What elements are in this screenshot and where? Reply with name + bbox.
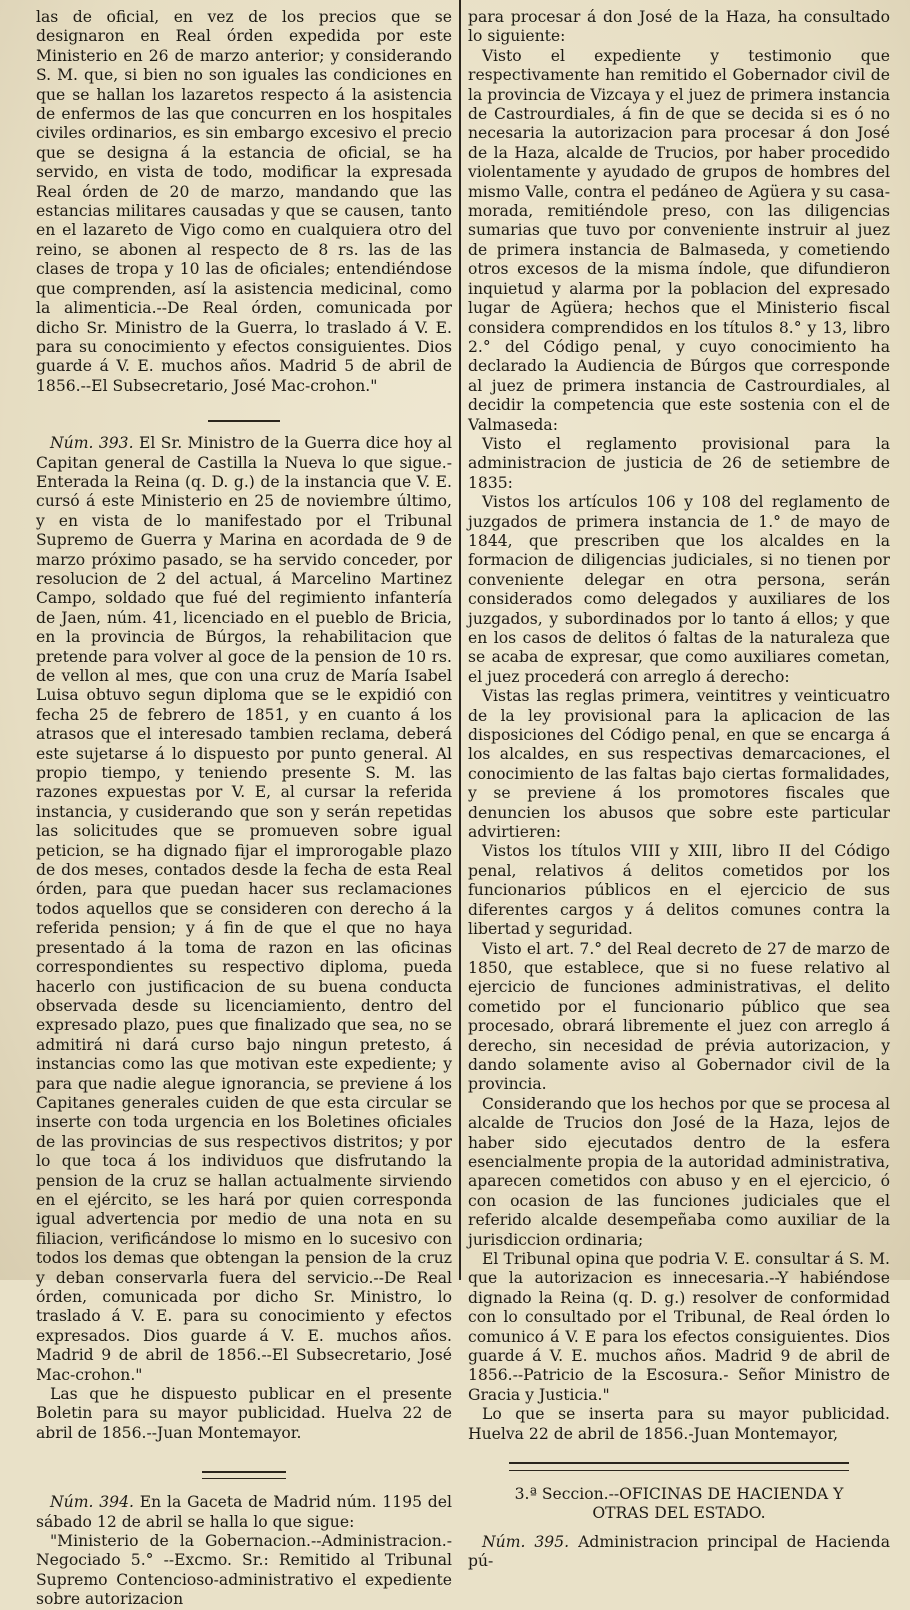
paragraph-num-393 (36, 434, 452, 1385)
section-heading-line-2: OTRAS DEL ESTADO. (592, 1504, 766, 1523)
paragraph-visto-expediente: Visto el expediente y testimonio que respectivamente han remitido el Gobernador civil de la provincia de Vizcaya y el juez de primera instancia de Castrourdiales, á fin de que se decida si es ó no necesaria la autorizacion para procesar á don José de la Haza, alcalde de Trucios, por haber procedido violentamente y ayudado de grupos de hombres del mismo Valle, contra el pedáneo de Agüera y su casa-morada, remitiéndole preso, con las diligencias sumarias que tuvo por conveniente instruir al juez de primera instancia de Balmaseda, y cometiendo otros excesos de la misma índole, que difundieron inquietud y alarma por la poblacion del expresado lugar de Agüera; hechos que el Ministerio fiscal considera comprendidos en los títulos 8.° y 13, libro 2.° del Código penal, y cuyo conocimiento ha declarado la Audiencia de Búrgos que corresponde al juez de primera instancia de Castrourdiales, al decidir la competencia que este sostenia con el de Valmaseda: (468, 46, 890, 434)
paragraph-war-ministry-lazaretos: las de oficial, en vez de los precios que se designaron en Real órden expedida por este Ministerio en 26 de marzo anterior; y considerando S. M. que, si bien no son iguales las condiciones en que se hallan los lazaretos respecto á la asistencia de enfermos de las que concurren en los hospitales civiles ordinarios, es sin embargo excesivo el precio que se designa á la estancia de oficial, se ha servido, en vista de todo, modificar la expresada Real órden de 20 de marzo, mandando que las estancias militares causadas y que se causen, tanto en el lazareto de Vigo como en cualquiera otro del reino, se abonen al respecto de 8 rs. las de las clases de tropa y 10 las de oficiales; entendiéndose que comprenden, así la asistencia medicinal, como la alimenticia.--De Real órden, comunicada por dicho Sr. Ministro de la Guerra, lo traslado á V. E. para su conocimiento y efectos consiguientes. Dios guarde á V. E. muchos años. Madrid 5 de abril de 1856.--El Subsecretario, José Mac-crohon." (36, 8, 452, 395)
left-column (36, 8, 452, 1610)
item-number-394: Núm. 394. (50, 1493, 134, 1512)
num-394-text: En la Gaceta de Madrid núm. 1195 del sábado 12 de abril se halla lo que sigue: (36, 1493, 453, 1531)
paragraph-visto-reglamento: Visto el reglamento provisional para la administracion de justicia de 26 de setiembre de 1835: (468, 434, 890, 492)
item-number-395: Núm. 395. (482, 1533, 570, 1552)
paragraph-num-394 (36, 1493, 452, 1532)
num-393-text: El Sr. Ministro de la Guerra dice hoy al Capitan general de Castilla la Nueva lo que sigue.-Enterada la Reina (q. D. g.) de la instancia que V. E. cursó á este Ministerio en 25 de noviembre último, y en vista de lo manifestado por el Tribunal Supremo de Guerra y Marina en acordada de 9 de marzo próximo pasado, se ha servido conceder, por resolucion de 2 del actual, á Marcelino Martinez Campo, soldado que fué del regimiento infantería de Jaen, núm. 41, licenciado en el pueblo de Bricia, en la provincia de Búrgos, la rehabilitacion que pretende para volver al goce de la pension de 10 rs. de vellon al mes, que con una cruz de María Isabel Luisa obtuvo segun diploma que se le expidió con fecha 25 de febrero de 1851, y en cuanto á los atrasos que el interesado tambien reclama, deberá este sujetarse á lo dispuesto por punto general. Al propio tiempo, y teniendo presente S. M. las razones expuestas por V. E, al cursar la referida instancia, y cusiderando que son y serán repetidas las solicitudes que se promueven sobre igual peticion, se ha dignado fijar el improrogable plazo de dos meses, contados desde la fecha de esta Real órden, para que puedan hacer sus reclamaciones todos aquellos que se consideren con derecho á la referida pension; y á fin de que el que no haya presentado á la toma de razon en las oficinas correspondientes su respectivo diploma, pueda hacerlo con justificacion de su buena conducta observada desde su licenciamiento, dentro del expresado plazo, pues que finalizado que sea, no se admitirá ni dará curso bajo ningun pretesto, á instancias como las que motivan este expediente; y para que nadie alegue ignorancia, se previene á los Capitanes generales cuiden de que esta circular se inserte con toda urgencia en los Boletines oficiales de las provincias de sus respectivos distritos; y por lo que toca á los individuos que disfrutando la pension de la cruz se hallan actualmente sirviendo en el ejército, se les hará por quien corresponda igual advertencia por medio de una nota en su filiacion, verificándose lo mismo en lo sucesivo con todos los demas que obtengan la pension de la cruz y deban conservarla fuera del servicio.--De Real órden, comunicada por dicho Sr. Ministro, lo traslado á V. E. para su conocimiento y efectos expresados. Dios guarde á V. E. muchos años. Madrid 9 de abril de 1856.--El Subsecretario, José Mac-crohon." (36, 434, 452, 1384)
paragraph-tribunal-opina: El Tribunal opina que podria V. E. consultar á S. M. que la autorizacion es innecesaria.--Y habiéndose dignado la Reina (q. D. g.) resolver de conformidad con lo consultado por el Tribunal, de Real órden lo comunico á V. E para los efectos consiguientes. Dios guarde á V. E. muchos años. Madrid 9 de abril de 1856.--Patricio de la Escosura.- Señor Ministro de Gracia y Justicia." (468, 1250, 890, 1404)
separator-double-rule (202, 1471, 286, 1479)
paragraph-num-395 (468, 1533, 890, 1572)
column-divider (459, 0, 461, 1280)
right-column (468, 8, 890, 1572)
num-395-text: Administracion principal de Hacienda pú- (468, 1533, 890, 1571)
paragraph-considerando: Considerando que los hechos por que se procesa al alcalde de Trucios don José de la Haza, lejos de haber sido ejecutados dentro de la esfera esencialmente propia de la autoridad administrativa, aparecen cometidos con abuso y en el ejercicio, ó con ocasion de las funciones judiciales que el referido alcalde desempeñaba como auxiliar de la jurisdiccion ordinaria; (468, 1094, 890, 1249)
section-separator (509, 1462, 849, 1471)
paragraph-num-394-quote: "Ministerio de la Gobernacion.--Administracion.-Negociado 5.° --Excmo. Sr.: Remitido al Tribunal Supremo Contencioso-administrativo el expediente sobre autorizacion (36, 1532, 452, 1609)
item-number-393: Núm. 393. (50, 434, 134, 453)
section-heading (468, 1485, 890, 1523)
paragraph-vistas-reglas: Vistas las reglas primera, veintitres y veinticuatro de la ley provisional para la aplicacion de las disposiciones del Código penal, en que se encarga á los alcaldes, en sus respectivas demarcaciones, el conocimiento de las faltas bajo ciertas formalidades, y se previene á los promotores fiscales que denuncien los abusos que sobre este particular advirtieren: (468, 687, 890, 842)
paragraph-publication-note: Las que he dispuesto publicar en el presente Boletin para su mayor publicidad. Huelva 22 de abril de 1856.--Juan Montemayor. (36, 1385, 452, 1442)
paragraph-vistos-titulos: Vistos los títulos VIII y XIII, libro II del Código penal, relativos á delitos cometidos por los funcionarios públicos en el ejercicio de sus diferentes cargos y á delitos comunes contra la libertad y seguridad. (468, 842, 890, 939)
paragraph-insertion-note: Lo que se inserta para su mayor publicidad. Huelva 22 de abril de 1856.-Juan Montemayor, (468, 1405, 890, 1443)
paragraph-visto-articulo-7: Visto el art. 7.° del Real decreto de 27 de marzo de 1850, que establece, que si no fuese relativo al ejercicio de funciones administrativas, el delito cometido por el funcionario público que sea procesado, obrará libremente el juez con arreglo á derecho, sin necesidad de prévia autorizacion, y dando solamente aviso al Gobernador civil de la provincia. (468, 939, 890, 1094)
section-heading-line-1: 3.ª Seccion.--OFICINAS DE HACIENDA Y (514, 1485, 844, 1504)
paragraph-consultation-intro: para procesar á don José de la Haza, ha consultado lo siguiente: (468, 8, 890, 46)
paragraph-vistos-articulos: Vistos los artículos 106 y 108 del reglamento de juzgados de primera instancia de 1.° de mayo de 1844, que prescriben que los alcaldes en la formacion de diligencias judiciales, si no tienen por conveniente delegar en otra persona, serán considerados como delegados y auxiliares de los juzgados, y subordinados por lo tanto á ellos; y que en los casos de delitos ó faltas de la naturaleza que se acaba de expresar, que como auxiliares cometan, el juez procederá con arreglo á derecho: (468, 493, 890, 686)
separator-rule (208, 420, 280, 422)
